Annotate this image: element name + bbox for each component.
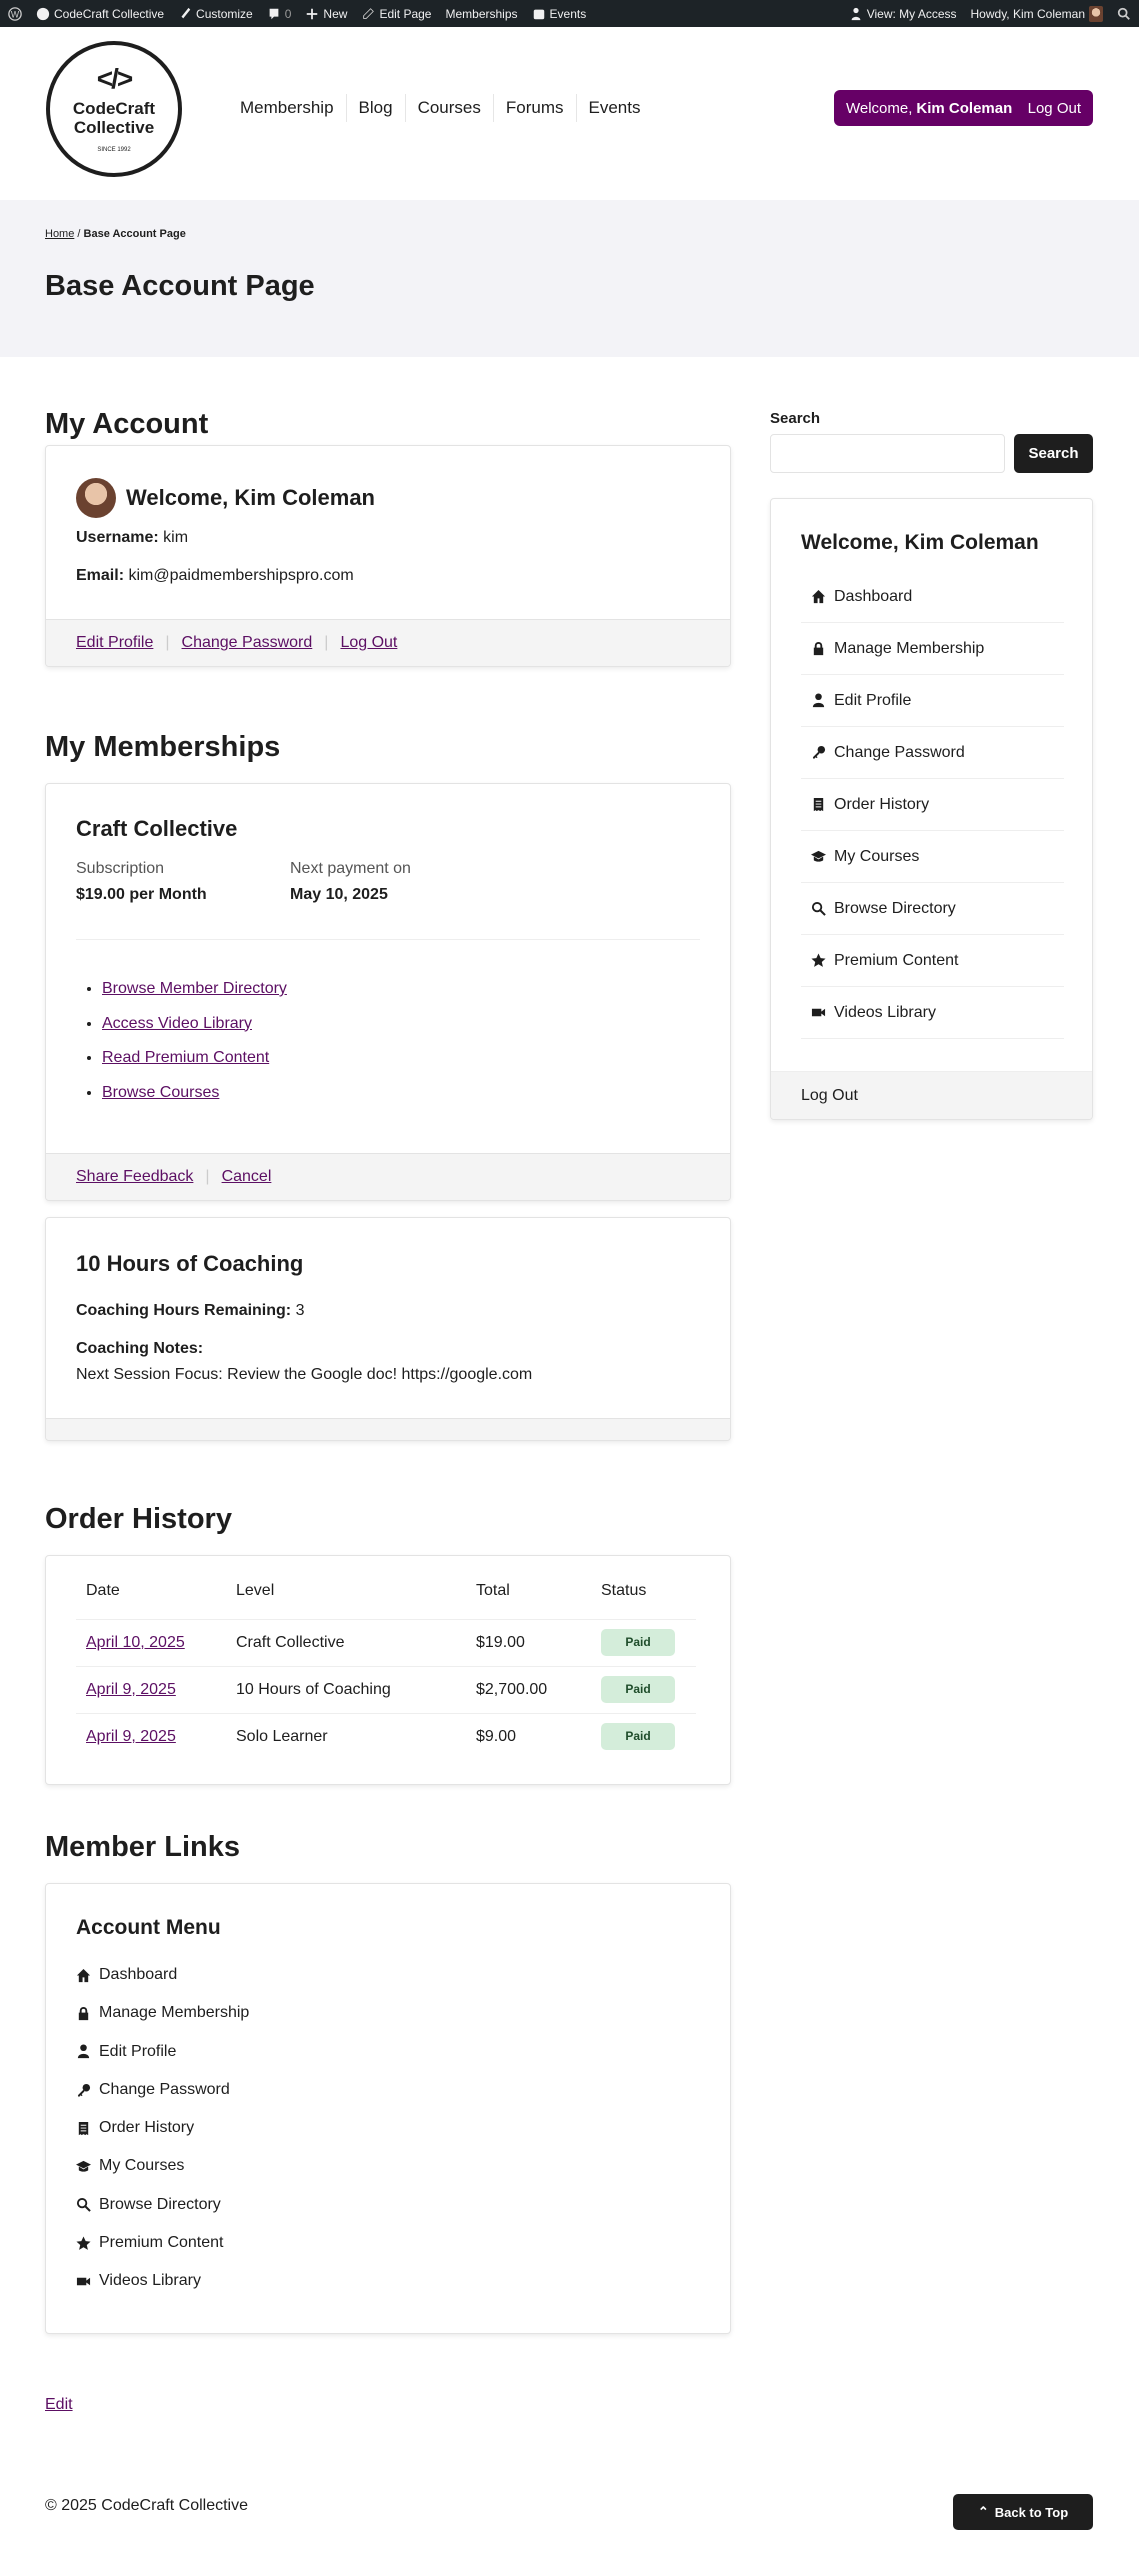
table-row: [76, 1713, 696, 1760]
admin-search-icon[interactable]: [1117, 7, 1131, 21]
search-icon: [811, 901, 826, 916]
account-welcome: Welcome, Kim Coleman: [126, 485, 375, 510]
membership-level-name: Craft Collective: [76, 816, 238, 841]
admin-site-link[interactable]: [36, 7, 164, 21]
copyright: © 2025 CodeCraft Collective: [45, 2497, 248, 2514]
sidebar-item-change-password[interactable]: [801, 727, 1064, 779]
account-menu-item-manage-membership[interactable]: [76, 1994, 249, 2032]
table-row: [76, 1666, 696, 1713]
home-icon: [76, 1968, 91, 1983]
email-value: kim@paidmembershipspro.com: [128, 567, 354, 584]
next-payment-value: May 10, 2025: [290, 886, 388, 903]
welcome-bar: [834, 90, 1093, 126]
site-logo[interactable]: [46, 41, 182, 177]
memberships-label: Memberships: [445, 6, 518, 21]
nav-blog[interactable]: Blog: [346, 94, 405, 122]
sidebar-item-premium-content[interactable]: [801, 935, 1064, 987]
divider: |: [165, 634, 170, 651]
nav-membership[interactable]: Membership: [240, 98, 334, 117]
back-to-top-button[interactable]: [953, 2494, 1093, 2530]
svg-text:W: W: [10, 9, 20, 19]
user-avatar: [76, 478, 116, 518]
key-icon: [76, 2083, 91, 2098]
admin-view-access[interactable]: [849, 7, 957, 21]
email-row: [76, 567, 354, 585]
sidebar-welcome: Welcome, Kim Coleman: [801, 531, 1039, 554]
status-badge: Paid: [601, 1629, 675, 1656]
chevron-up-icon: ⌃: [977, 2504, 989, 2519]
subscription-value: $19.00 per Month: [76, 886, 207, 903]
logout-link[interactable]: Log Out: [340, 634, 398, 651]
change-password-link[interactable]: Change Password: [181, 634, 313, 651]
username-value: kim: [163, 529, 189, 546]
breadcrumb: [45, 228, 186, 240]
coaching-card: [45, 1217, 731, 1441]
breadcrumb-home[interactable]: Home: [45, 228, 75, 240]
brush-icon: [178, 7, 192, 21]
share-feedback-link[interactable]: Share Feedback: [76, 1168, 194, 1185]
site-name: CodeCraft Collective: [54, 6, 165, 21]
graduation-cap-icon: [811, 849, 826, 864]
notes-label: Coaching Notes:: [76, 1340, 204, 1357]
wordpress-logo-icon[interactable]: [8, 7, 22, 21]
sidebar-item-manage-membership[interactable]: [801, 623, 1064, 675]
logo-line1: CodeCraft: [72, 99, 156, 118]
status-badge: Paid: [601, 1676, 675, 1703]
order-level: 10 Hours of Coaching: [236, 1666, 476, 1713]
remaining-value: 3: [295, 1302, 305, 1319]
pencil-icon: [361, 7, 375, 21]
col-date: Date: [86, 1582, 120, 1600]
next-payment-label: Next payment on: [290, 860, 411, 877]
sidebar-item-edit-profile[interactable]: [801, 675, 1064, 727]
account-menu-item-edit-profile[interactable]: [76, 2033, 249, 2071]
table-header: [76, 1564, 696, 1619]
col-level: Level: [236, 1582, 275, 1600]
search-input[interactable]: [770, 434, 1005, 473]
admin-account-menu[interactable]: [971, 6, 1103, 22]
order-total: $19.00: [476, 1619, 601, 1666]
main-nav: [228, 94, 653, 122]
back-to-top-label: Back to Top: [994, 2504, 1069, 2520]
sidebar-item-order-history[interactable]: [801, 779, 1064, 831]
search-label: Search: [770, 410, 821, 427]
star-icon: [76, 2236, 91, 2251]
browse-member-directory-link[interactable]: Browse Member Directory: [102, 980, 287, 997]
account-menu: [76, 1956, 249, 2301]
menu-item-label: Order History: [834, 795, 930, 813]
star-icon: [811, 953, 826, 968]
order-date-cell: [76, 1666, 236, 1713]
customize-label: Customize: [196, 6, 253, 21]
account-actions: [46, 619, 730, 666]
my-memberships-heading: My Memberships: [45, 731, 281, 763]
my-account-heading: My Account: [45, 408, 209, 440]
admin-events-link[interactable]: [532, 7, 587, 21]
account-menu-item-videos-library[interactable]: [76, 2262, 249, 2300]
account-menu-item-my-courses[interactable]: [76, 2147, 249, 2185]
page-title: Base Account Page: [45, 270, 315, 302]
order-date-link[interactable]: April 9, 2025: [86, 1680, 176, 1698]
calendar-icon: [532, 7, 546, 21]
graduation-cap-icon: [76, 2159, 91, 2174]
dashboard-icon: [36, 7, 50, 21]
receipt-icon: [76, 2121, 91, 2136]
menu-item-label: My Courses: [99, 2157, 185, 2175]
lock-icon: [76, 2006, 91, 2021]
menu-item-label: Videos Library: [99, 2272, 201, 2290]
member-links-heading: Member Links: [45, 1831, 240, 1863]
account-menu-item-premium-content[interactable]: [76, 2224, 249, 2262]
divider: [76, 939, 700, 940]
membership-links: [102, 972, 287, 1110]
menu-item-label: My Courses: [834, 847, 920, 865]
home-icon: [811, 589, 826, 604]
status-badge: Paid: [601, 1723, 675, 1750]
user-icon: [811, 693, 826, 708]
cancel-link[interactable]: Cancel: [221, 1168, 272, 1185]
order-total: $9.00: [476, 1713, 601, 1760]
menu-item-label: Edit Profile: [834, 691, 912, 709]
access-video-library-link[interactable]: Access Video Library: [102, 1014, 252, 1032]
search-icon: [76, 2197, 91, 2212]
menu-item-label: Change Password: [834, 743, 965, 761]
breadcrumb-separator: /: [74, 228, 84, 240]
account-menu-item-dashboard[interactable]: [76, 1956, 249, 1994]
lock-icon: [811, 641, 826, 656]
account-menu-item-change-password[interactable]: [76, 2071, 249, 2109]
read-premium-content-link[interactable]: Read Premium Content: [102, 1049, 270, 1066]
comments-count: 0: [284, 6, 292, 21]
sidebar-footer: [771, 1071, 1092, 1119]
admin-avatar: [1089, 6, 1103, 22]
admin-memberships-link[interactable]: [445, 7, 517, 21]
key-icon: [811, 745, 826, 760]
header-logout-link[interactable]: Log Out: [1027, 99, 1081, 117]
divider: |: [205, 1168, 210, 1185]
account-card: [45, 445, 731, 667]
menu-item-label: Order History: [99, 2119, 195, 2137]
menu-item-label: Videos Library: [834, 1003, 936, 1021]
sidebar-item-dashboard[interactable]: [801, 571, 1064, 623]
col-total: Total: [476, 1582, 510, 1600]
admin-comments-link[interactable]: [267, 7, 292, 21]
order-date-cell: [76, 1619, 236, 1666]
subscription-label: Subscription: [76, 860, 165, 877]
account-menu-item-browse-directory[interactable]: [76, 2186, 249, 2224]
menu-item-label: Dashboard: [99, 1966, 178, 1983]
order-history-heading: Order History: [45, 1503, 232, 1535]
coaching-footer: [46, 1418, 730, 1440]
list-item: [102, 1076, 287, 1111]
new-label: New: [323, 6, 348, 21]
admin-new-link[interactable]: [305, 7, 347, 21]
table-row: [76, 1619, 696, 1666]
order-date-link[interactable]: April 10, 2025: [86, 1633, 185, 1651]
menu-item-label: Change Password: [99, 2080, 230, 2098]
sidebar-account-card: [770, 498, 1093, 1120]
membership-card: [45, 783, 731, 1201]
admin-edit-page-link[interactable]: [361, 7, 431, 21]
menu-item-label: Manage Membership: [834, 639, 985, 657]
sidebar-item-browse-directory[interactable]: [801, 883, 1064, 935]
order-level: Solo Learner: [236, 1713, 476, 1760]
menu-item-label: Edit Profile: [99, 2042, 177, 2060]
email-label: Email:: [76, 567, 125, 584]
remaining-label: Coaching Hours Remaining:: [76, 1302, 292, 1319]
menu-item-label: Dashboard: [834, 587, 913, 605]
nav-forums[interactable]: Forums: [493, 94, 576, 122]
order-table: [76, 1564, 696, 1760]
sidebar-menu: [801, 571, 1093, 1039]
order-status-cell: [601, 1619, 696, 1666]
account-menu-item-order-history[interactable]: [76, 2109, 249, 2147]
sidebar-item-my-courses[interactable]: [801, 831, 1064, 883]
order-date-cell: [76, 1713, 236, 1760]
member-links-card: [45, 1883, 731, 2334]
user-icon: [76, 2044, 91, 2059]
breadcrumb-current: Base Account Page: [83, 228, 186, 240]
order-level: Craft Collective: [236, 1619, 476, 1666]
menu-item-label: Browse Directory: [99, 2195, 221, 2213]
logo-line2: Collective: [73, 118, 155, 137]
welcome-text: Welcome,: [846, 99, 913, 117]
list-item: [102, 1041, 287, 1076]
list-item: [102, 1007, 287, 1042]
admin-bar: [0, 0, 1139, 27]
notes-value: Next Session Focus: Review the Google doc! https://google.com: [76, 1366, 533, 1383]
sidebar-item-videos-library[interactable]: [801, 987, 1064, 1039]
divider: |: [324, 634, 329, 651]
account-menu-title: Account Menu: [76, 1916, 221, 1939]
logo-since: SINCE 1992: [97, 147, 131, 153]
admin-customize-link[interactable]: [178, 7, 253, 21]
order-history-card: [45, 1555, 731, 1785]
browse-courses-link[interactable]: Browse Courses: [102, 1083, 220, 1101]
menu-item-label: Browse Directory: [834, 899, 956, 917]
video-icon: [76, 2274, 91, 2289]
order-total: $2,700.00: [476, 1666, 601, 1713]
user-icon: [849, 7, 863, 21]
edit-profile-link[interactable]: Edit Profile: [76, 634, 154, 651]
menu-item-label: Manage Membership: [99, 2004, 250, 2022]
order-status-cell: [601, 1666, 696, 1713]
view-access-label: View: My Access: [866, 6, 957, 21]
plus-icon: [305, 7, 319, 21]
video-icon: [811, 1005, 826, 1020]
comment-icon: [267, 7, 281, 21]
events-label: Events: [549, 6, 587, 21]
sidebar-logout-link[interactable]: Log Out: [801, 1086, 858, 1104]
receipt-icon: [811, 797, 826, 812]
membership-actions: [46, 1153, 730, 1200]
nav-events[interactable]: Events: [576, 94, 653, 122]
search-button[interactable]: Search: [1014, 434, 1093, 473]
welcome-user[interactable]: Kim Coleman: [916, 99, 1013, 117]
coaching-remaining-row: [76, 1302, 304, 1320]
col-status: Status: [601, 1582, 647, 1600]
username-label: Username:: [76, 529, 159, 546]
nav-courses[interactable]: Courses: [405, 94, 493, 122]
logo-code-glyph: </>: [96, 63, 132, 94]
howdy-label: Howdy, Kim Coleman: [970, 6, 1085, 21]
list-item: [102, 972, 287, 1007]
coaching-title: 10 Hours of Coaching: [76, 1251, 304, 1276]
menu-item-label: Premium Content: [99, 2234, 224, 2252]
order-date-link[interactable]: April 9, 2025: [86, 1727, 176, 1745]
edit-link[interactable]: Edit: [45, 2396, 73, 2413]
username-row: [76, 529, 188, 547]
menu-item-label: Premium Content: [834, 951, 959, 969]
order-status-cell: [601, 1713, 696, 1760]
edit-page-label: Edit Page: [379, 6, 432, 21]
